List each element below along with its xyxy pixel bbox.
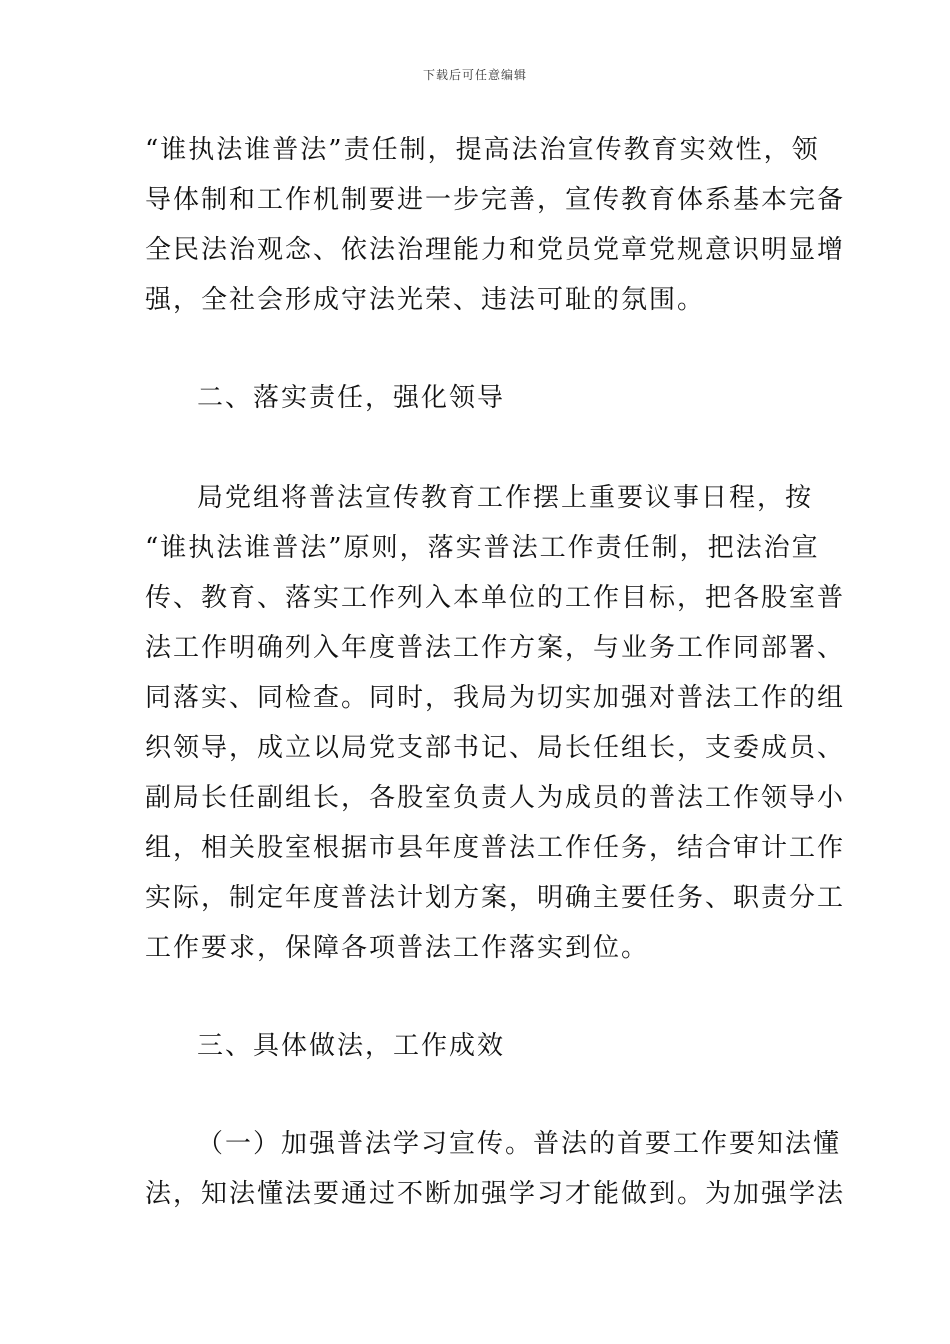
paragraph-line: 全民法治观念、依法治理能力和党员党章党规意识明显增 xyxy=(145,235,846,265)
paragraph-line: 组，相关股室根据市县年度普法工作任务，结合审计工作 xyxy=(145,833,846,863)
paragraph-line: 强，全社会形成守法光荣、违法可耻的氛围。 xyxy=(145,285,706,315)
paragraph-line: 法，知法懂法要通过不断加强学习才能做到。为加强学法 xyxy=(145,1179,846,1209)
paragraph-line: 副局长任副组长，各股室负责人为成员的普法工作领导小 xyxy=(145,783,846,813)
paragraph-line: 法工作明确列入年度普法工作方案，与业务工作同部署、 xyxy=(145,633,846,663)
paragraph-line: “谁执法谁普法”原则，落实普法工作责任制，把法治宣 xyxy=(145,533,820,563)
paragraph-line: “谁执法谁普法”责任制，提高法治宣传教育实效性，领 xyxy=(145,135,820,165)
paragraph-line: （一）加强普法学习宣传。普法的首要工作要知法懂 xyxy=(197,1129,842,1159)
page-header: 下载后可任意编辑 xyxy=(422,68,527,82)
paragraph-line: 同落实、同检查。同时，我局为切实加强对普法工作的组 xyxy=(145,683,846,713)
paragraph-line: 实际，制定年度普法计划方案，明确主要任务、职责分工 xyxy=(145,883,846,913)
paragraph-line: 织领导，成立以局党支部书记、局长任组长，支委成员、 xyxy=(145,733,846,763)
paragraph-line: 导体制和工作机制要进一步完善，宣传教育体系基本完备 xyxy=(145,185,846,215)
paragraph-line: 局党组将普法宣传教育工作摆上重要议事日程，按 xyxy=(197,483,814,513)
section-heading: 三、具体做法，工作成效 xyxy=(197,1031,506,1061)
section-heading: 二、落实责任，强化领导 xyxy=(197,383,506,413)
paragraph-line: 传、教育、落实工作列入本单位的工作目标，把各股室普 xyxy=(145,583,846,613)
paragraph-line: 工作要求，保障各项普法工作落实到位。 xyxy=(145,933,650,963)
